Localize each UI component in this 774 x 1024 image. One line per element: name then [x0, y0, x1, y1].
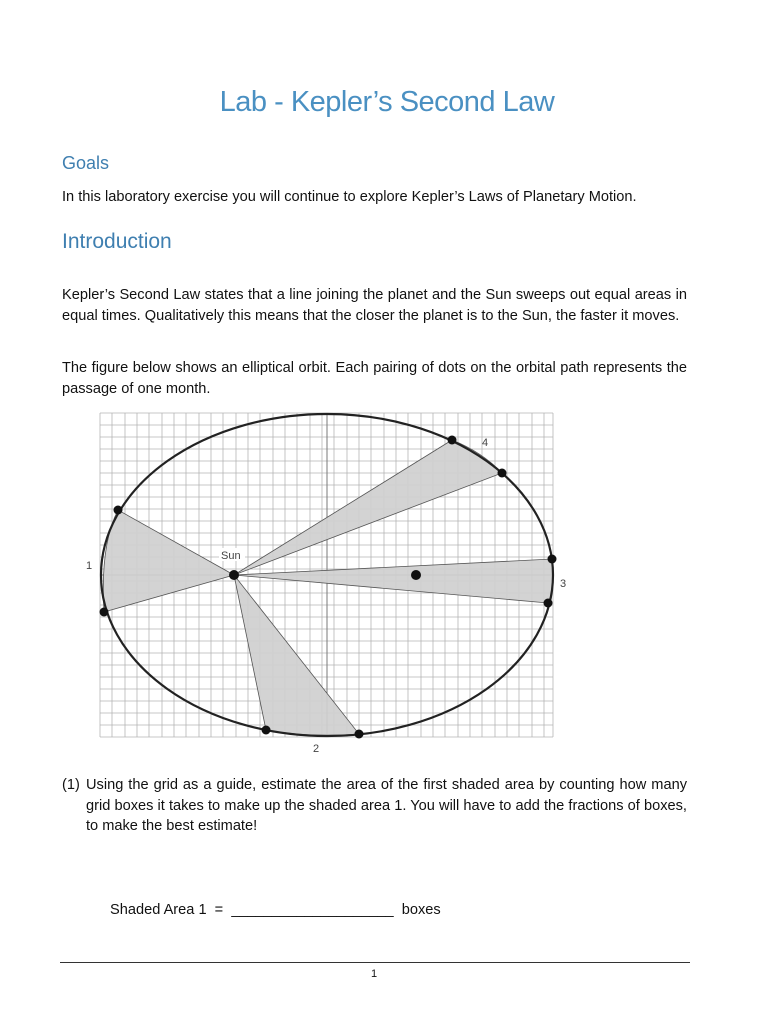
area-label-1: 1: [86, 560, 93, 572]
answer-label: Shaded Area 1 =: [110, 902, 224, 918]
answer-unit: boxes: [401, 902, 441, 918]
introduction-paragraph-2: The figure below shows an elliptical orbit. Each pairing of dots on the orbital path represents the passage of one month.: [62, 360, 687, 397]
area-label-2: 2: [313, 743, 320, 755]
answer-line: [110, 902, 441, 918]
area-label-3: 3: [560, 578, 567, 590]
shaded-area-4: [234, 440, 502, 575]
question-text: Using the grid as a guide, estimate the area of the first shaded area by counting how many grid boxes it takes to make up the shaded area 1. You will have to add the fractions of boxes, to make the best estimate!: [86, 777, 687, 834]
sun-label: Sun: [221, 550, 241, 562]
area-label-4: 4: [482, 437, 489, 449]
introduction-paragraph-1: Kepler’s Second Law states that a line joining the planet and the Sun sweeps out equal areas in equal times. Qualitatively this means that the closer the planet is to the Sun, the faster it moves.: [62, 287, 687, 324]
orbit-figure: [84, 408, 574, 762]
sun-dot: [229, 570, 239, 580]
orbit-dot: [100, 608, 109, 617]
orbit-dot: [548, 555, 557, 564]
focus-dot: [411, 570, 421, 580]
footer-divider: [60, 962, 690, 963]
page-title: Lab - Kepler’s Second Law: [219, 86, 555, 118]
shaded-area-2: [234, 575, 359, 735]
orbit-dot: [544, 599, 553, 608]
goals-text: In this laboratory exercise you will continue to explore Kepler’s Laws of Planetary Motion.: [62, 189, 637, 205]
introduction-heading: Introduction: [62, 230, 172, 253]
orbit-dot: [498, 469, 507, 478]
question-number: (1): [62, 777, 80, 793]
orbit-dot: [448, 436, 457, 445]
shaded-area-1: [103, 510, 234, 612]
goals-heading: Goals: [62, 153, 110, 173]
orbit-dot: [114, 506, 123, 515]
orbit-dot: [262, 726, 271, 735]
orbit-dot: [355, 730, 364, 739]
question-1: [62, 775, 687, 837]
page-number: 1: [370, 968, 378, 980]
answer-blank[interactable]: ____________________: [231, 902, 394, 918]
